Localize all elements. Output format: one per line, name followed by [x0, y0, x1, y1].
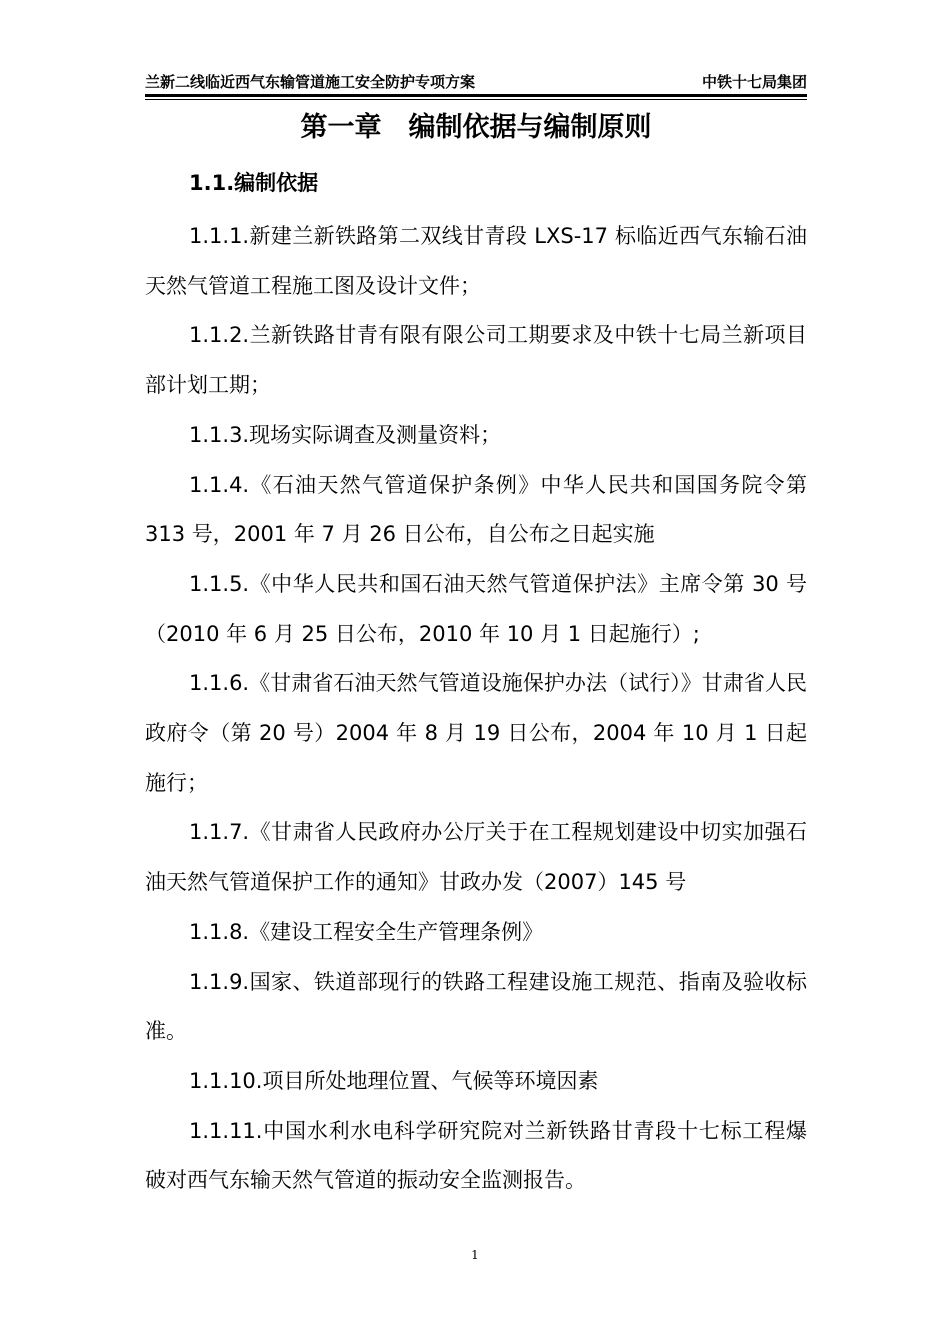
- paragraph-1-1-8: 1.1.8.《建设工程安全生产管理条例》: [189, 919, 544, 944]
- paragraph-1-1-1: 1.1.1.新建兰新铁路第二双线甘青段 LXS-17 标临近西气东输石油天然气管道工程施工图及设计文件；: [145, 224, 807, 298]
- header-rule-thick: [145, 94, 807, 97]
- header-company-name: 中铁十七局集团: [701, 73, 807, 91]
- paragraph-1-1-7: 1.1.7.《甘肃省人民政府办公厅关于在工程规划建设中切实加强石油天然气管道保护工作的通知》甘政办发（2007）145 号: [145, 820, 807, 895]
- paragraph-1-1-9: 1.1.9.国家、铁道部现行的铁路工程建设施工规范、指南及验收标准。: [145, 969, 807, 1044]
- header-document-title: 兰新二线临近西气东输管道施工安全防护专项方案: [145, 73, 476, 91]
- paragraph-1-1-5: 1.1.5.《中华人民共和国石油天然气管道保护法》主席令第 30 号（2010 年 6 月 25 日公布，2010 年 10 月 1 日起施行）;: [145, 571, 807, 646]
- paragraph-1-1-3: 1.1.3.现场实际调查及测量资料；: [189, 422, 502, 447]
- section-title: 1.1.编制依据: [189, 171, 319, 195]
- page-header: [145, 70, 807, 94]
- chapter-title: 第一章 编制依据与编制原则: [300, 112, 652, 143]
- paragraph-1-1-4: 1.1.4.《石油天然气管道保护条例》中华人民共和国国务院令第 313 号，2001 年 7 月 26 日公布，自公布之日起实施: [145, 472, 807, 547]
- paragraph-1-1-2: 1.1.2.兰新铁路甘青有限有限公司工期要求及中铁十七局兰新项目部计划工期；: [145, 323, 807, 398]
- paragraph-1-1-11: 1.1.11.中国水利水电科学研究院对兰新铁路甘青段十七标工程爆破对西气东输天然气管道的振动安全监测报告。: [145, 1118, 807, 1193]
- page-number: 1: [471, 1248, 479, 1262]
- paragraph-1-1-10: 1.1.10.项目所处地理位置、气候等环境因素: [189, 1068, 599, 1093]
- header-rule-thin: [145, 99, 807, 100]
- paragraph-1-1-6: 1.1.6.《甘肃省石油天然气管道设施保护办法（试行）》甘肃省人民政府令（第 20 号）2004 年 8 月 19 日公布，2004 年 10 月 1 日起施行；: [145, 671, 807, 795]
- body-text: [145, 212, 807, 1206]
